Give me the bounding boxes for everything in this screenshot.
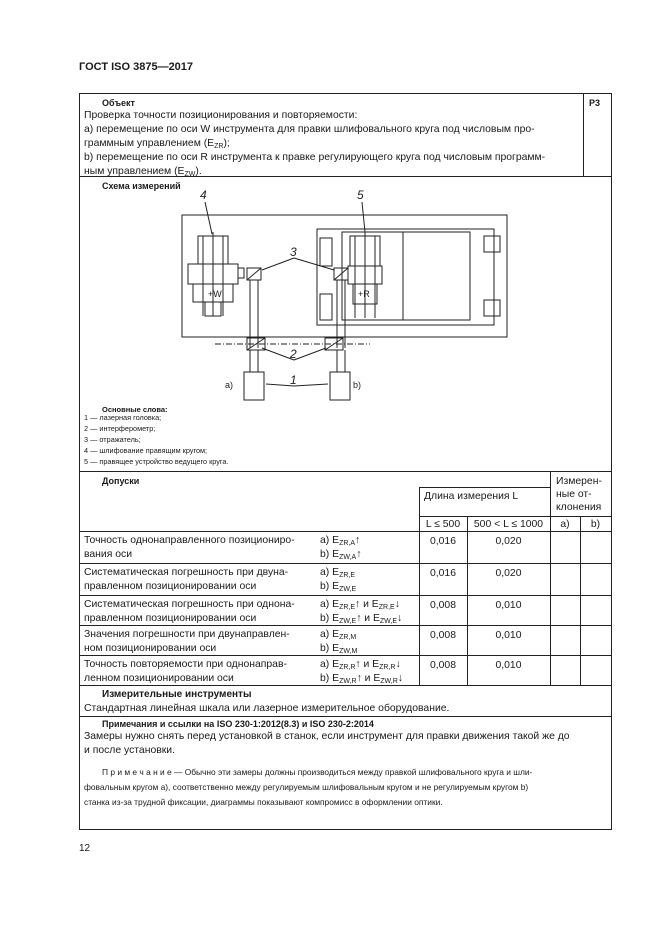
document-header: ГОСТ ISO 3875—2017: [79, 61, 194, 73]
object-line-1: Проверка точности позиционирования и повторяемости:: [84, 110, 358, 121]
tolerance-value: 0,020: [495, 536, 522, 547]
instruments-text: Стандартная линейная шкала или лазерное измерительное оборудование.: [84, 703, 450, 714]
tolerance-row-name: ленном позиционировании оси: [84, 673, 234, 684]
notes-line: Замеры нужно снять перед установкой в станок, если инструмент для правки движения такой же до: [84, 731, 570, 742]
object-heading: Объект: [102, 98, 135, 108]
tolerance-row-symbol: b) $E_{ZW,M}$: [320, 643, 358, 655]
label-b: b): [353, 380, 362, 390]
tolerance-value: 0,010: [495, 660, 522, 671]
tolerance-value: 0,010: [495, 630, 522, 641]
tolerance-row-symbol: b) $E_{ZW,A}↑$: [320, 549, 362, 561]
tolerance-value: 0,008: [429, 600, 456, 611]
tolerance-value: 0,010: [495, 600, 522, 611]
col-header-a: a): [560, 519, 570, 530]
notes-heading: Примечания и ссылки на ISO 230-1:2012(8.3) и ISO 230-2:2014: [102, 719, 374, 729]
tolerance-value: 0,016: [429, 568, 456, 579]
tolerance-row-name: вания оси: [84, 549, 133, 560]
object-code: P3: [589, 98, 601, 108]
label-5: 5: [357, 188, 364, 202]
tolerance-row-name: Систематическая погрешность при однона-: [84, 599, 295, 610]
object-line-2: a) перемещение по оси W инструмента для правки шлифовального круга под числовым про-: [84, 124, 535, 135]
page-number: 12: [79, 843, 91, 854]
keyword-item: 1 — лазерная головка;: [84, 413, 162, 422]
col-header-l1000: 500 < L ≤ 1000: [473, 519, 544, 530]
label-plus-w: +W: [208, 289, 222, 299]
length-header: Длина измерения L: [424, 491, 519, 502]
test-card-frame: [79, 93, 612, 830]
tolerance-row-name: Значения погрешности при двунаправлен-: [84, 629, 290, 640]
keyword-item: 5 — правящее устройство ведущего круга.: [84, 457, 229, 466]
tolerances-heading: Допуски: [102, 476, 140, 486]
tolerance-row-symbol: b) $E_{ZW,E}$: [320, 581, 357, 593]
instruments-heading: Измерительные инструменты: [102, 689, 252, 700]
tolerance-value: 0,020: [495, 568, 522, 579]
tolerance-row-name: Точность повторяемости при однонаправ-: [84, 659, 287, 670]
object-line-5: ным управлением $(E_{ZW})$.: [84, 166, 202, 178]
deviations-header: Измерен- ные от- клонения: [556, 476, 602, 513]
keyword-item: 2 — интерферометр;: [84, 424, 156, 433]
tolerance-row-symbol: a) $E_{ZR,A}↑$: [320, 535, 361, 547]
scheme-heading: Схема измерений: [102, 181, 181, 191]
label-2: 2: [290, 347, 297, 361]
tolerance-row-name: Точность однонаправленного позициониро-: [84, 535, 295, 546]
tolerance-row-symbol: b) $E_{ZW,R}↑$ и $E_{ZW,R}↓$: [320, 673, 403, 685]
object-line-3: граммным управлением $(E_{ZR})$;: [84, 138, 230, 150]
label-a: a): [225, 380, 234, 390]
tolerance-row-symbol: b) $E_{ZW,E}↑$ и $E_{ZW,E}↓$: [320, 613, 403, 625]
note-paragraph: станка из-за трудной фиксации, диаграммы показывают компромисс в оформлении оптики.: [84, 797, 443, 807]
tolerance-row-name: Систематическая погрешность при двуна-: [84, 567, 289, 578]
note-paragraph: фовальным кругом a), соответственно между регулируемым шлифовальным кругом и не регулируемым кругом b): [84, 782, 529, 792]
label-3: 3: [290, 245, 297, 259]
tolerance-value: 0,008: [429, 660, 456, 671]
tolerance-value: 0,008: [429, 630, 456, 641]
col-header-l500: L ≤ 500: [425, 519, 461, 530]
keyword-item: 3 — отражатель;: [84, 435, 141, 444]
label-1: 1: [290, 373, 297, 387]
tolerance-row-symbol: a) $E_{ZR,R}↑$ и $E_{ZR,R}↓$: [320, 659, 401, 671]
tolerance-row-name: ном позиционировании оси: [84, 643, 217, 654]
tolerance-row-symbol: a) $E_{ZR,M}$: [320, 629, 357, 641]
keywords-heading: Основные слова:: [102, 405, 168, 414]
tolerance-row-name: правленном позиционировании оси: [84, 613, 257, 624]
object-line-4: b) перемещение по оси R инструмента к правке регулирующего круга под числовым программ-: [84, 152, 546, 163]
tolerance-row-symbol: a) $E_{ZR,E}↑$ и $E_{ZR,E}↓$: [320, 599, 400, 611]
label-plus-r: +R: [358, 289, 370, 299]
notes-line: и после установки.: [84, 745, 175, 756]
note-paragraph: П р и м е ч а н и е — Обычно эти замеры должны производиться между правкой шлифовального круга и шли-: [102, 767, 533, 777]
tolerance-row-symbol: a) $E_{ZR,E}$: [320, 567, 356, 579]
tolerance-value: 0,016: [429, 536, 456, 547]
tolerance-row-name: правленном позиционировании оси: [84, 581, 257, 592]
col-header-b: b): [590, 519, 601, 530]
keyword-item: 4 — шлифование правящим кругом;: [84, 446, 208, 455]
measurement-scheme-diagram: [80, 188, 611, 404]
label-4: 4: [200, 188, 207, 202]
